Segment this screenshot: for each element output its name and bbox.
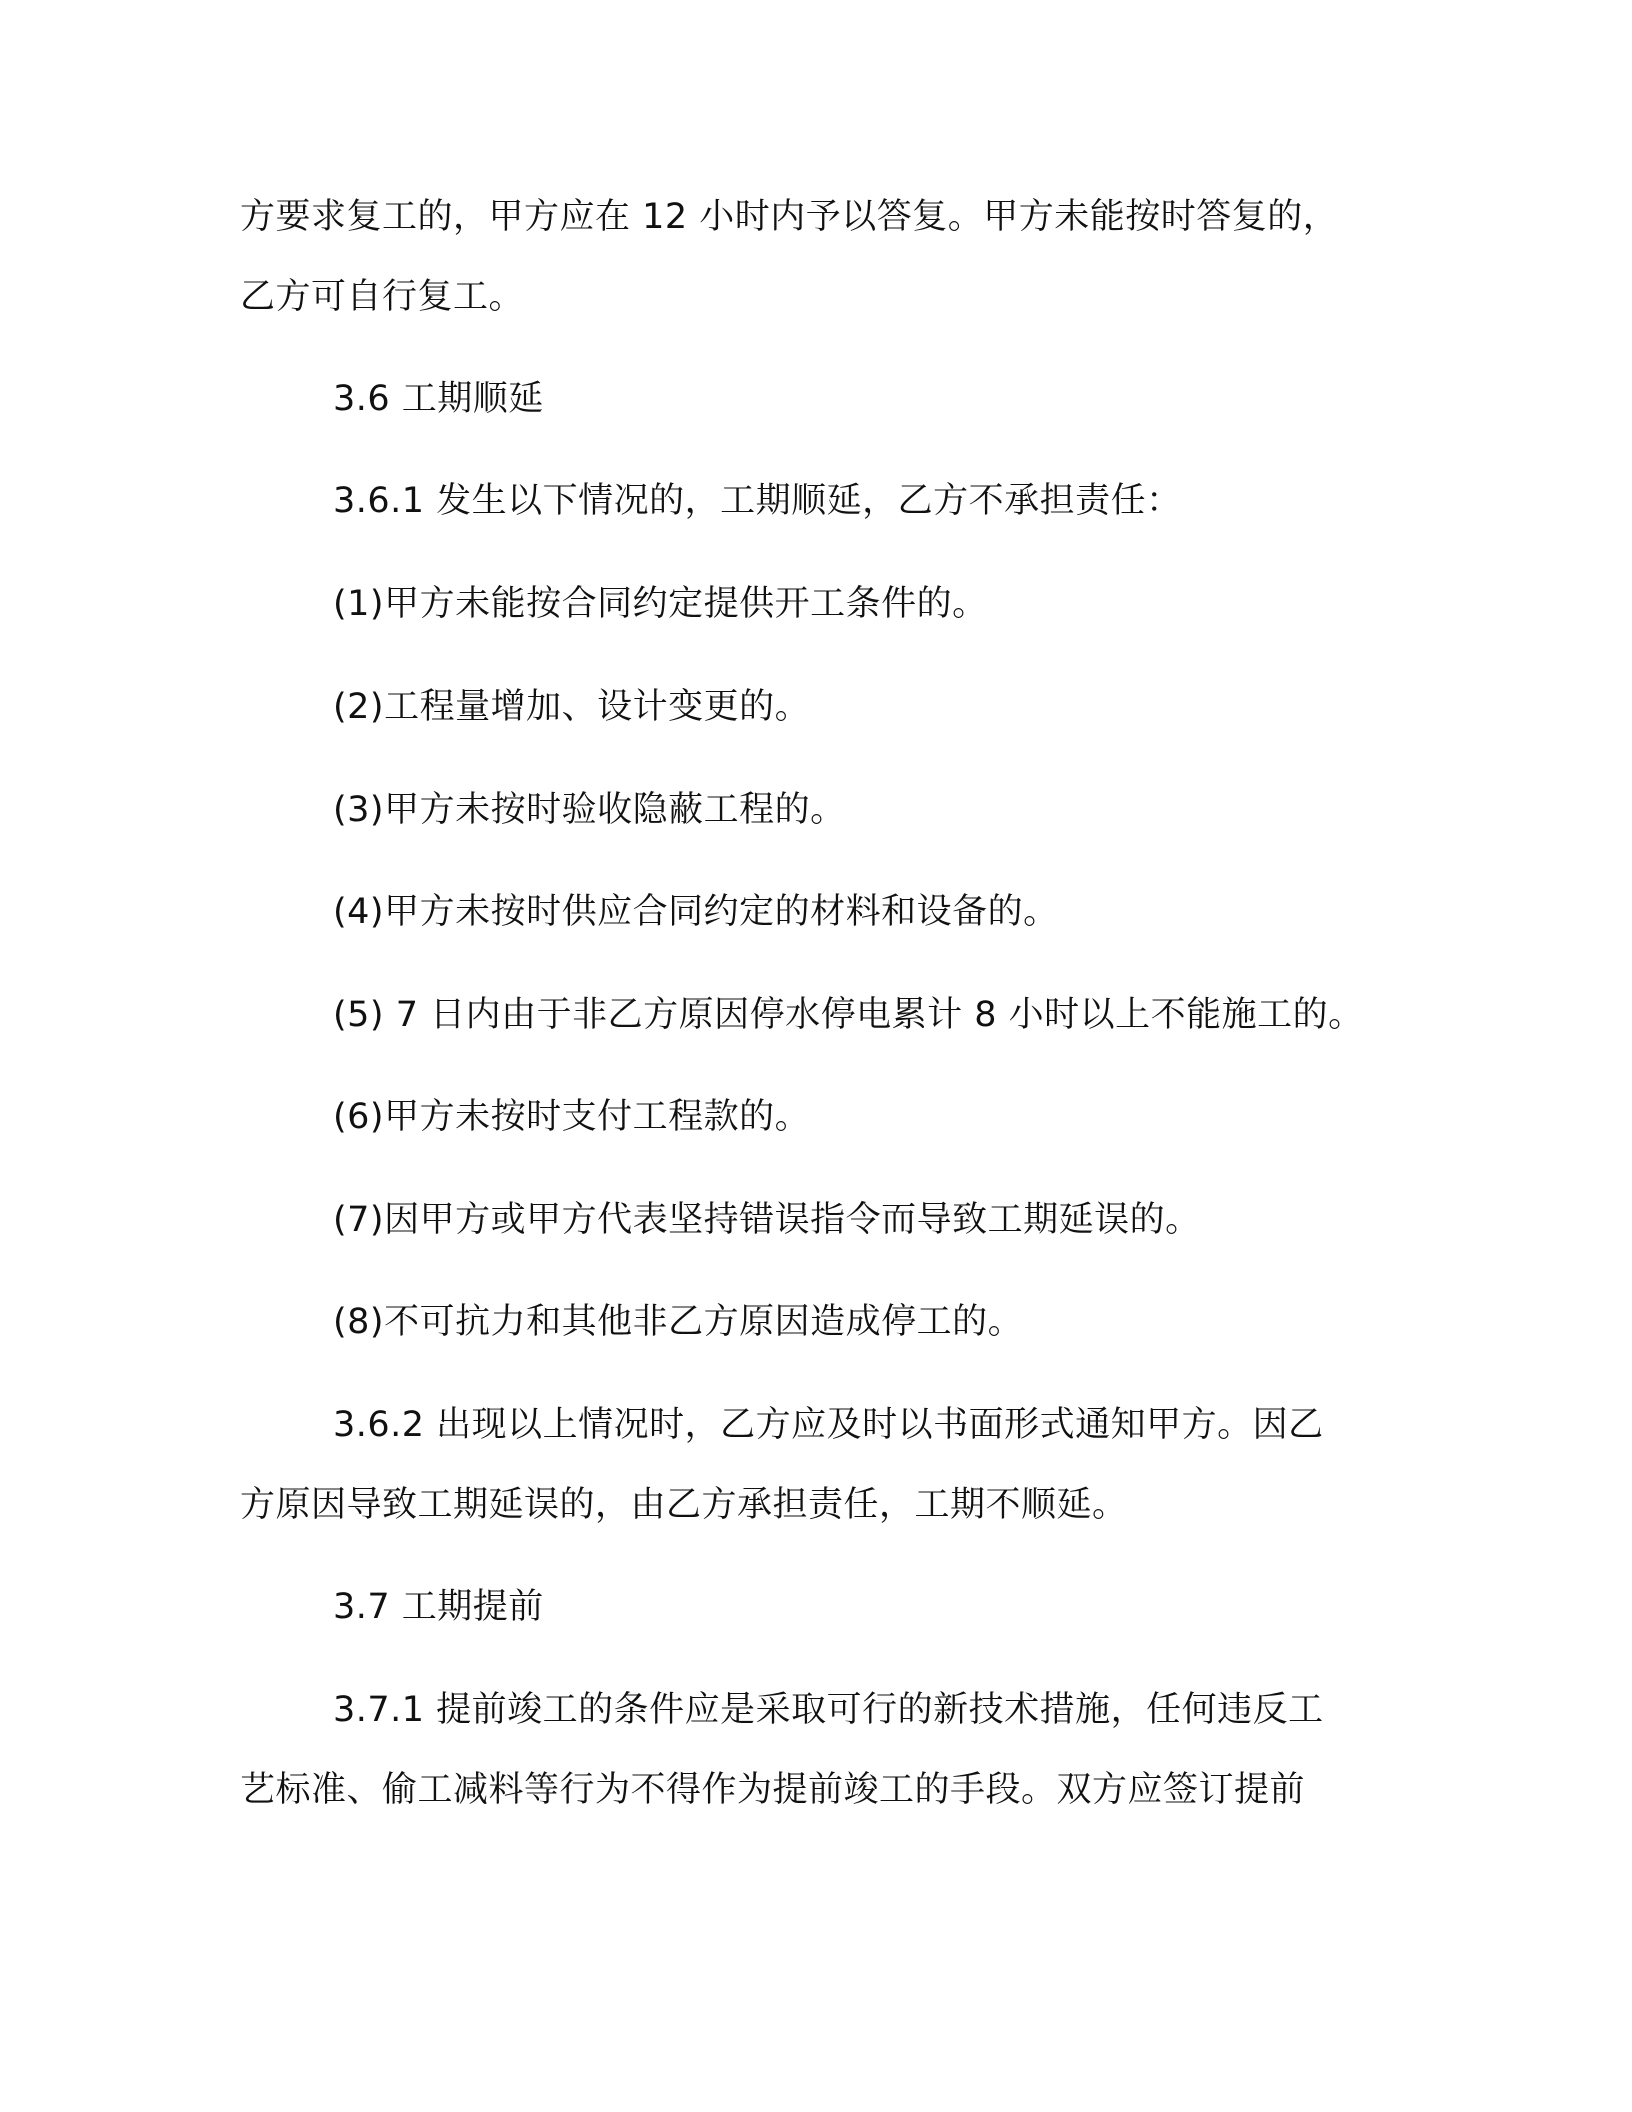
paragraph-line: 3.7.1 提前竣工的条件应是采取可行的新技术措施，任何违反工 — [333, 1690, 1324, 1730]
list-item: (6)甲方未按时支付工程款的。 — [333, 1097, 811, 1137]
paragraph-line: 3.6.2 出现以上情况时，乙方应及时以书面形式通知甲方。因乙 — [333, 1405, 1324, 1445]
section-heading: 3.6 工期顺延 — [333, 379, 544, 419]
list-item: (4)甲方未按时供应合同约定的材料和设备的。 — [333, 892, 1059, 932]
paragraph-line: 方要求复工的，甲方应在 12 小时内予以答复。甲方未能按时答复的， — [240, 197, 1339, 237]
clause-heading: 3.6.1 发生以下情况的，工期顺延，乙方不承担责任： — [333, 481, 1182, 521]
list-item: (1)甲方未能按合同约定提供开工条件的。 — [333, 584, 988, 624]
paragraph-line: 艺标准、偷工减料等行为不得作为提前竣工的手段。双方应签订提前 — [240, 1770, 1306, 1810]
list-item: (2)工程量增加、设计变更的。 — [333, 687, 811, 727]
section-heading: 3.7 工期提前 — [333, 1587, 544, 1627]
paragraph-line: 乙方可自行复工。 — [240, 277, 525, 317]
list-item: (7)因甲方或甲方代表坚持错误指令而导致工期延误的。 — [333, 1200, 1201, 1240]
list-item: (8)不可抗力和其他非乙方原因造成停工的。 — [333, 1302, 1024, 1342]
list-item: (3)甲方未按时验收隐蔽工程的。 — [333, 790, 846, 830]
paragraph-line: 方原因导致工期延误的，由乙方承担责任，工期不顺延。 — [240, 1485, 1128, 1525]
list-item: (5) 7 日内由于非乙方原因停水停电累计 8 小时以上不能施工的。 — [333, 995, 1364, 1035]
